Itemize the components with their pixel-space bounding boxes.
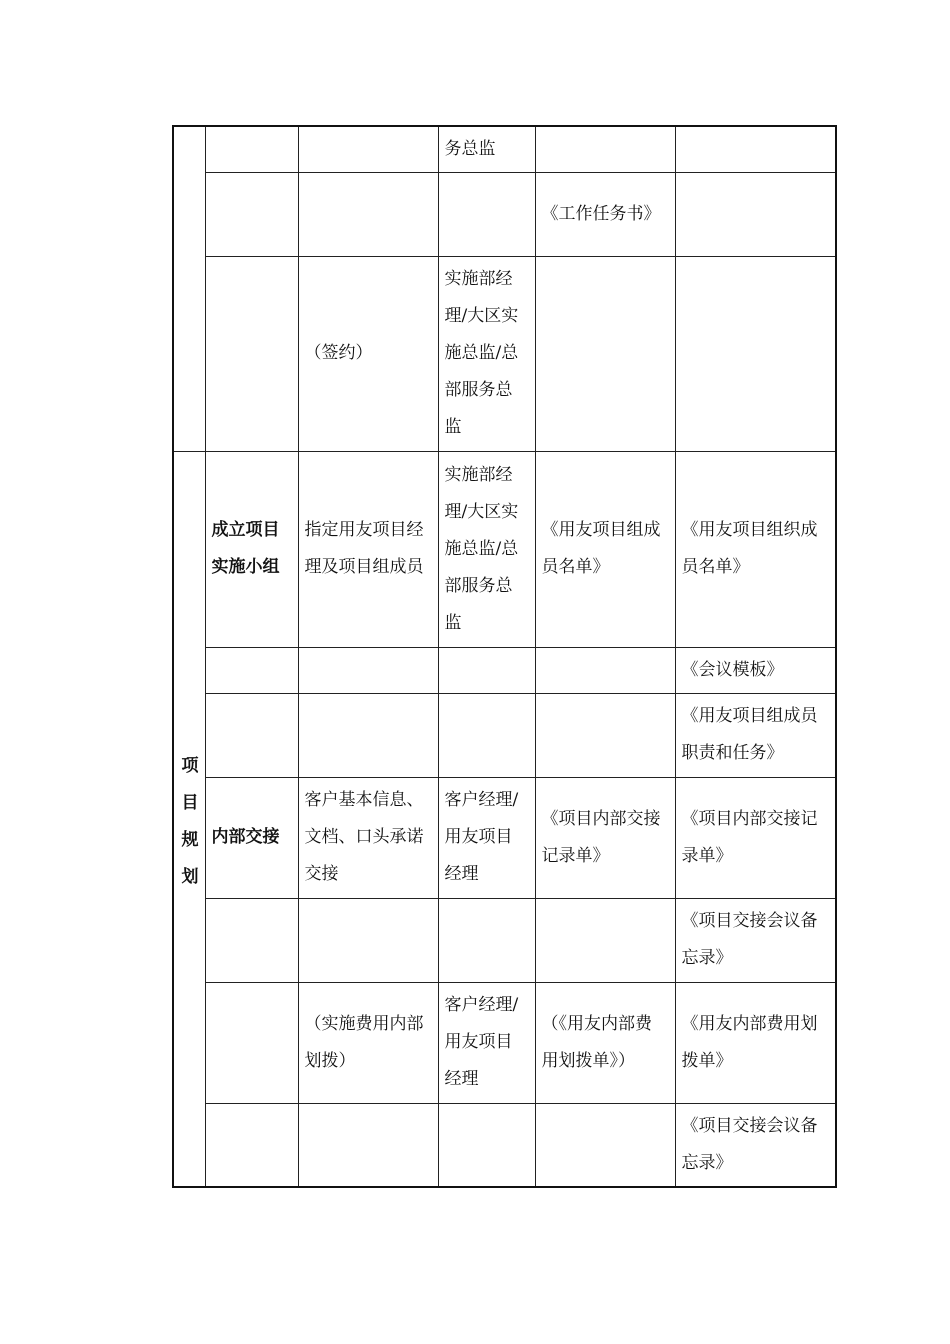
content-cell — [298, 693, 438, 777]
template-cell — [675, 172, 836, 256]
template-cell: 《用友项目组成员职责和任务》 — [675, 693, 836, 777]
step-cell — [205, 256, 298, 451]
table-row — [173, 693, 836, 777]
owner-cell: 实施部经理/大区实施总监/总部服务总监 — [438, 256, 535, 451]
table-row — [173, 777, 836, 898]
phase-label: 项目规划 — [181, 755, 199, 887]
template-cell: 《用友项目组织成员名单》 — [675, 451, 836, 647]
owner-cell — [438, 1103, 535, 1187]
table-row — [173, 898, 836, 982]
owner-cell — [438, 693, 535, 777]
step-cell — [205, 1103, 298, 1187]
template-cell — [675, 256, 836, 451]
content-cell: 客户基本信息、文档、口头承诺交接 — [298, 777, 438, 898]
table-row — [173, 256, 836, 451]
template-cell: 《项目交接会议备忘录》 — [675, 1103, 836, 1187]
content-cell: （实施费用内部划拨） — [298, 982, 438, 1103]
process-table — [172, 125, 837, 1188]
template-cell — [675, 126, 836, 172]
owner-cell: 客户经理/用友项目经理 — [438, 777, 535, 898]
template-cell: 《项目内部交接记录单》 — [675, 777, 836, 898]
template-cell: 《项目交接会议备忘录》 — [675, 898, 836, 982]
table-row — [173, 172, 836, 256]
table-row — [173, 1103, 836, 1187]
content-cell — [298, 647, 438, 693]
step-cell — [205, 647, 298, 693]
content-cell — [298, 1103, 438, 1187]
step-cell: 成立项目实施小组 — [205, 451, 298, 647]
content-cell — [298, 898, 438, 982]
owner-cell — [438, 172, 535, 256]
phase-cell-empty — [173, 126, 205, 451]
output-cell — [535, 898, 675, 982]
content-cell: （签约） — [298, 256, 438, 451]
content-cell: 指定用友项目经理及项目组成员 — [298, 451, 438, 647]
step-cell: 内部交接 — [205, 777, 298, 898]
owner-cell: 务总监 — [438, 126, 535, 172]
table-row — [173, 982, 836, 1103]
step-cell — [205, 898, 298, 982]
output-cell — [535, 126, 675, 172]
phase-cell — [173, 451, 205, 1187]
template-cell: 《会议模板》 — [675, 647, 836, 693]
content-cell — [298, 126, 438, 172]
owner-cell — [438, 647, 535, 693]
owner-cell: 客户经理/用友项目经理 — [438, 982, 535, 1103]
owner-cell — [438, 898, 535, 982]
content-cell — [298, 172, 438, 256]
output-cell: 《用友项目组成员名单》 — [535, 451, 675, 647]
step-cell — [205, 982, 298, 1103]
table-row — [173, 126, 836, 172]
output-cell: （《用友内部费用划拨单》） — [535, 982, 675, 1103]
step-cell — [205, 693, 298, 777]
output-cell — [535, 647, 675, 693]
owner-cell: 实施部经理/大区实施总监/总部服务总监 — [438, 451, 535, 647]
output-cell: 《项目内部交接记录单》 — [535, 777, 675, 898]
template-cell: 《用友内部费用划拨单》 — [675, 982, 836, 1103]
table-row — [173, 451, 836, 647]
output-cell — [535, 256, 675, 451]
step-cell — [205, 172, 298, 256]
output-cell: 《工作任务书》 — [535, 172, 675, 256]
step-cell — [205, 126, 298, 172]
output-cell — [535, 1103, 675, 1187]
output-cell — [535, 693, 675, 777]
table-row — [173, 647, 836, 693]
